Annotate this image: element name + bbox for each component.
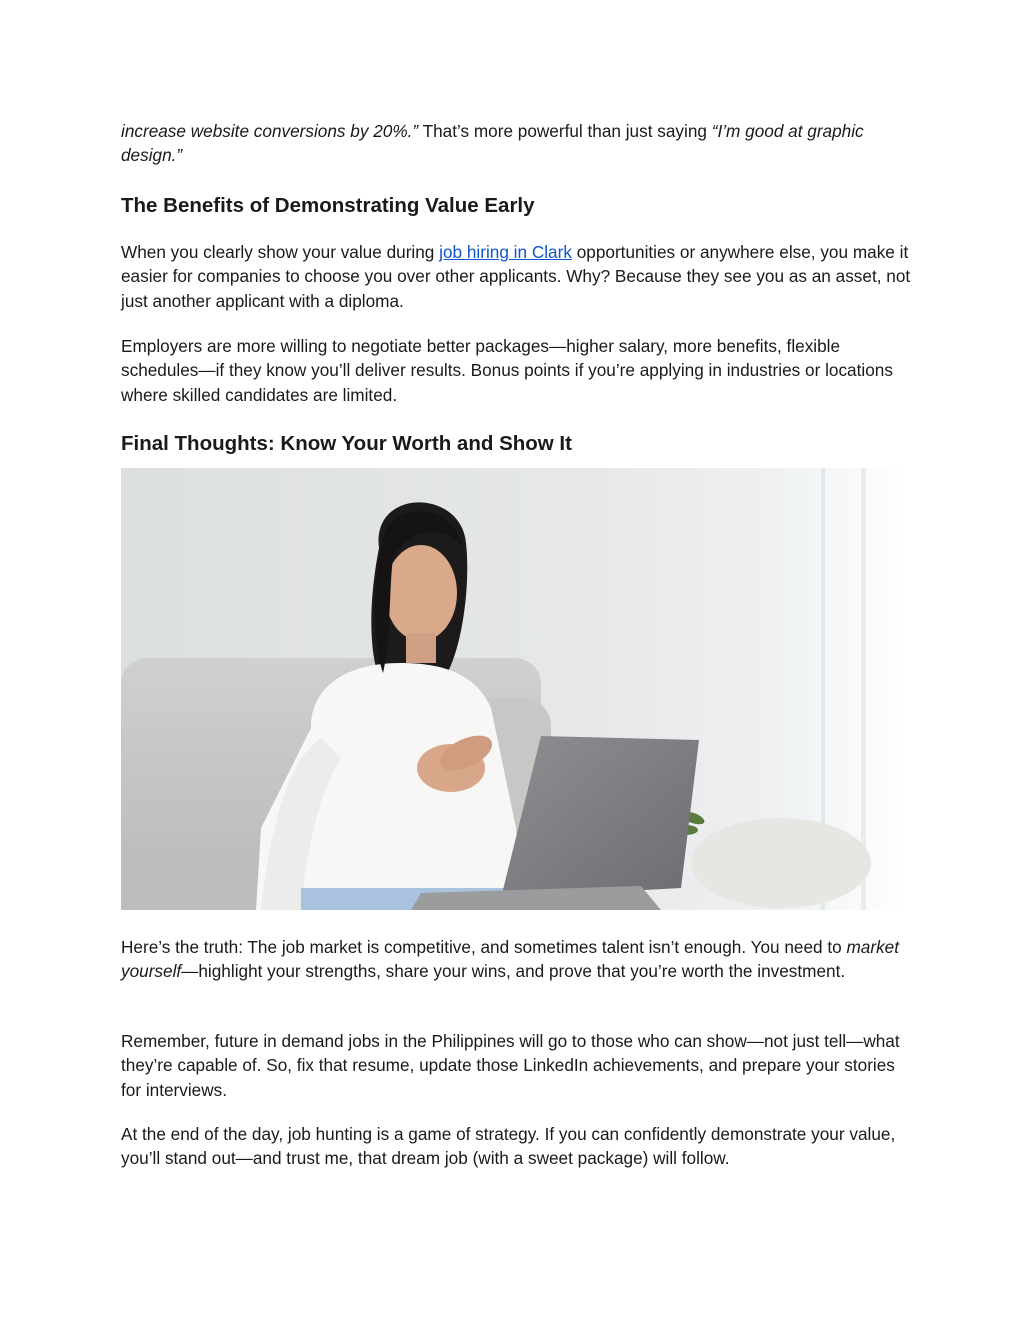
benefits-paragraph-2: Employers are more willing to negotiate better packages—higher salary, more benefits, flexible schedules—if they know you’ll deliver results. Bonus points if you’re applying in industries or locations where skilled candidates are limited. [121,336,893,405]
woman-laptop-photo [121,468,907,910]
final-p1-after: —highlight your strengths, share your wins, and prove that you’re worth the investment. [181,961,846,982]
final-thoughts-heading: Final Thoughts: Know Your Worth and Show It [121,432,572,455]
intro-quote-start: increase website conversions by 20%.” [121,121,419,141]
final-paragraph-2: Remember, future in demand jobs in the Philippines will go to those who can show—not just tell—what they’re capable of. So, fix that resume, update those LinkedIn achievements, and prepare your stories for interviews. [121,1031,900,1100]
final-p1-emphasis: market yourself [121,937,900,982]
benefits-p1-after: opportunities or anywhere else, you make it easier for companies to choose you over other applicants. Why? Because they see you as an asset, not just another applicant with a diploma. [121,242,911,311]
benefits-heading: The Benefits of Demonstrating Value Early [121,194,535,217]
job-hiring-clark-link[interactable]: job hiring in Clark [439,242,572,262]
intro-quote-end: “I’m good at graphic design.” [121,121,864,166]
benefits-paragraph-1 [121,240,911,313]
final-p1-before: Here’s the truth: The job market is competitive, and sometimes talent isn’t enough. You need to [121,937,847,957]
intro-middle-text: That’s more powerful than just saying [418,121,712,141]
final-paragraph-3: At the end of the day, job hunting is a game of strategy. If you can confidently demonstrate your value, you’ll stand out—and trust me, that dream job (with a sweet package) will follow. [121,1124,896,1169]
final-paragraph-1 [121,935,911,984]
benefits-p1-before: When you clearly show your value during [121,242,440,262]
intro-paragraph [121,119,911,168]
